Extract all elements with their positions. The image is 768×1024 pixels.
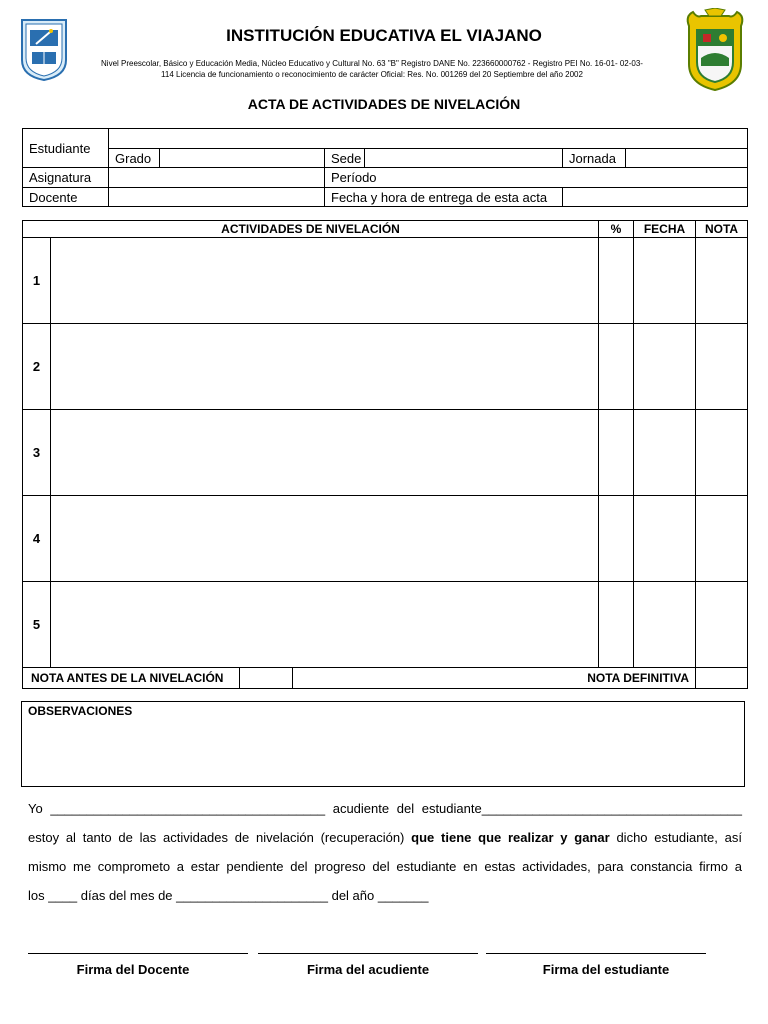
activities-table [22, 220, 748, 689]
activity-row-number: 5 [23, 582, 51, 668]
sede-label: Sede [325, 149, 365, 168]
activity-grade-field[interactable] [696, 582, 748, 668]
fecha-entrega-label: Fecha y hora de entrega de esta acta [325, 188, 563, 207]
student-info-table [22, 128, 748, 207]
activity-description-field[interactable] [51, 410, 599, 496]
asignatura-label: Asignatura [23, 168, 109, 188]
periodo-label: Período [325, 168, 748, 188]
docente-field[interactable] [109, 188, 325, 207]
activity-percent-field[interactable] [599, 496, 634, 582]
statement-line-1 [28, 794, 742, 823]
document-title: ACTA DE ACTIVIDADES DE NIVELACIÓN [247, 96, 521, 112]
sede-field[interactable] [365, 149, 563, 168]
signature-label-acudiente: Firma del acudiente [306, 962, 430, 977]
activity-row-number: 1 [23, 238, 51, 324]
signature-line-estudiante [486, 953, 706, 954]
statement-line-3: mismo me comprometo a estar pendiente del progreso del estudiante en estas actividades, para constancia firmo a [28, 859, 742, 874]
nota-antes-field[interactable] [240, 668, 293, 689]
subtitle-line-2: 114 Licencia de funcionamiento o reconocimiento de carácter Oficial: Res. No. 001269 del 20 Septiembre del año 2002 [161, 70, 583, 79]
signature-line-acudiente [258, 953, 478, 954]
activity-date-field[interactable] [634, 582, 696, 668]
activity-description-field[interactable] [51, 238, 599, 324]
signature-label-docente: Firma del Docente [76, 962, 190, 977]
activity-date-field[interactable] [634, 496, 696, 582]
activities-header: ACTIVIDADES DE NIVELACIÓN [23, 221, 599, 238]
activity-grade-field[interactable] [696, 410, 748, 496]
coat-of-arms-logo-right [683, 8, 747, 94]
signature-line-docente [28, 953, 248, 954]
institution-name: INSTITUCIÓN EDUCATIVA EL VIAJANO [226, 26, 542, 45]
activity-date-field[interactable] [634, 238, 696, 324]
observaciones-box[interactable] [21, 701, 745, 787]
activity-description-field[interactable] [51, 582, 599, 668]
asignatura-field[interactable] [109, 168, 325, 188]
statement-line-2 [28, 823, 742, 852]
activity-description-field[interactable] [51, 324, 599, 410]
activity-percent-field[interactable] [599, 324, 634, 410]
fecha-entrega-field[interactable] [563, 188, 748, 207]
grado-label: Grado [109, 149, 160, 168]
activity-row-number: 2 [23, 324, 51, 410]
grade-header: NOTA [696, 221, 748, 238]
estudiante-field[interactable] [109, 129, 748, 149]
statement-line-1-a: Yo ______________________________________ [28, 801, 326, 816]
activity-percent-field[interactable] [599, 582, 634, 668]
activity-grade-field[interactable] [696, 324, 748, 410]
activity-row-number: 4 [23, 496, 51, 582]
date-header: FECHA [634, 221, 696, 238]
activity-grade-field[interactable] [696, 496, 748, 582]
statement-line-4: los ____ días del mes de _____________________ del año _______ [28, 888, 429, 903]
activity-date-field[interactable] [634, 410, 696, 496]
estudiante-label: Estudiante [23, 129, 109, 168]
nota-definitiva-label: NOTA DEFINITIVA [293, 668, 696, 689]
activity-grade-field[interactable] [696, 238, 748, 324]
subtitle-line-1: Nivel Preescolar, Básico y Educación Media, Núcleo Educativo y Cultural No. 63 "B" Registro DANE No. 223660000762 - Registro PEI No. 16-01- 02-03- [101, 59, 643, 68]
activity-percent-field[interactable] [599, 410, 634, 496]
jornada-field[interactable] [626, 149, 748, 168]
institution-subtitle [72, 58, 672, 80]
grado-field[interactable] [160, 149, 325, 168]
statement-line-2-b: dicho estudiante, así [609, 830, 742, 845]
activity-description-field[interactable] [51, 496, 599, 582]
nota-antes-label: NOTA ANTES DE LA NIVELACIÓN [23, 668, 240, 689]
activity-row-number: 3 [23, 410, 51, 496]
statement-line-2-a: estoy al tanto de las actividades de nivelación (recuperación) [28, 830, 412, 845]
nota-definitiva-field[interactable] [696, 668, 748, 689]
guardian-statement [28, 794, 742, 910]
statement-line-1-b: acudiente del estudiante____________________________________ [332, 801, 742, 816]
docente-label: Docente [23, 188, 109, 207]
jornada-label: Jornada [563, 149, 626, 168]
percent-header: % [599, 221, 634, 238]
statement-line-2-bold: que tiene que realizar y ganar [411, 830, 610, 845]
observaciones-label: OBSERVACIONES [28, 704, 133, 718]
activity-date-field[interactable] [634, 324, 696, 410]
activity-percent-field[interactable] [599, 238, 634, 324]
signature-label-estudiante: Firma del estudiante [542, 962, 670, 977]
